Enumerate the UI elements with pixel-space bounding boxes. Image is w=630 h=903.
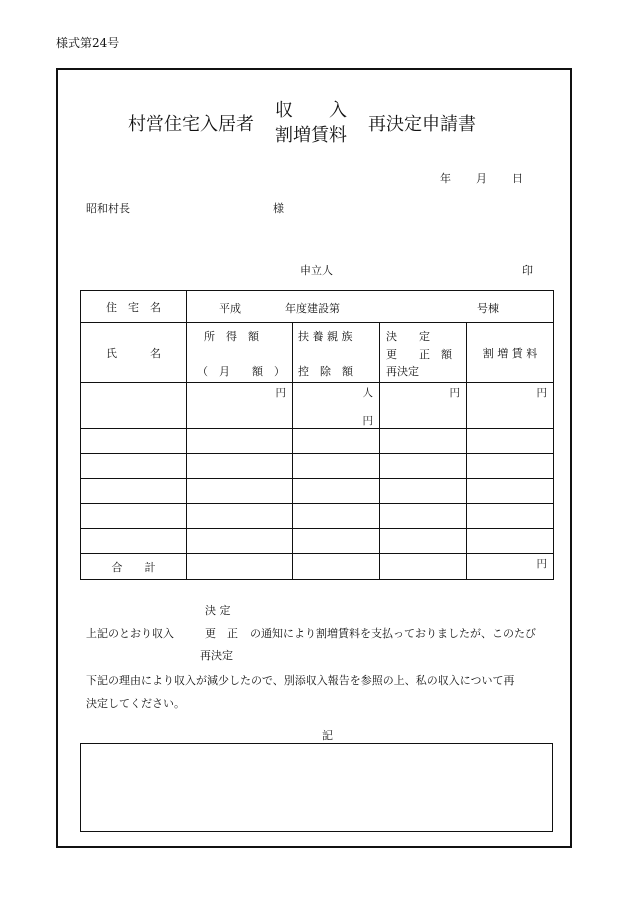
entry-income-cell[interactable] <box>187 383 293 429</box>
entry-surcharge-cell[interactable] <box>467 383 554 429</box>
title-stack-top: 収 入 <box>275 100 347 121</box>
decided-option: 決 定 <box>205 604 231 617</box>
dependents-label: 扶 養 親 族 <box>298 330 353 343</box>
housing-label: 住 宅 名 <box>106 300 161 314</box>
housing-building: 号棟 <box>477 302 499 315</box>
total-label: 合 計 <box>111 560 156 574</box>
unit-person: 人 <box>362 387 373 399</box>
table-row <box>81 504 554 529</box>
income-label: 所 得 額 <box>204 330 259 343</box>
correction-label: 更 正 額 <box>386 348 452 361</box>
date-month: 月 <box>476 172 487 185</box>
table-cell[interactable] <box>467 479 554 504</box>
unit-yen: 円 <box>275 387 286 399</box>
body-line1-prefix: 上記のとおり収入 <box>86 627 174 640</box>
addressee-honorific: 様 <box>273 202 284 215</box>
table-cell[interactable] <box>293 454 380 479</box>
income-monthly-label: （ 月 額 ） <box>197 365 285 378</box>
entry-dependents-cell[interactable] <box>293 383 380 429</box>
table-row <box>81 529 554 554</box>
body-line2: 下記の理由により収入が減少したので、別添収入報告を参照の上、私の収入について再 <box>86 674 515 687</box>
title-stack-bottom: 割増賃料 <box>275 125 347 146</box>
unit-yen: 円 <box>449 387 460 399</box>
table-cell[interactable] <box>81 504 187 529</box>
total-decision-cell[interactable] <box>380 554 467 580</box>
housing-year: 年度建設第 <box>285 302 340 315</box>
table-cell[interactable] <box>293 429 380 454</box>
date-day: 日 <box>512 172 523 185</box>
total-surcharge-cell[interactable] <box>467 554 554 580</box>
total-income-cell[interactable] <box>187 554 293 580</box>
redecided-option: 再決定 <box>200 649 233 662</box>
table-cell[interactable] <box>81 479 187 504</box>
housing-value-cell[interactable] <box>187 291 554 323</box>
unit-yen: 円 <box>536 558 547 570</box>
redecision-label: 再決定 <box>386 365 419 378</box>
table-row <box>81 429 554 454</box>
table-cell[interactable] <box>380 429 467 454</box>
surcharge-label: 割 増 賃 料 <box>482 346 538 360</box>
table-cell[interactable] <box>293 529 380 554</box>
body-line3: 決定してください。 <box>86 697 185 710</box>
table-cell[interactable] <box>380 529 467 554</box>
total-label-cell <box>81 554 187 580</box>
unit-yen: 円 <box>362 415 373 427</box>
table-cell[interactable] <box>81 529 187 554</box>
body-line1-suffix: の通知により割増賃料を支払っておりましたが、このたび <box>250 627 536 640</box>
table-row <box>81 454 554 479</box>
table-cell[interactable] <box>380 479 467 504</box>
housing-label-cell <box>81 291 187 323</box>
unit-yen: 円 <box>536 387 547 399</box>
table-cell[interactable] <box>81 454 187 479</box>
date-year: 年 <box>440 172 451 185</box>
table-cell[interactable] <box>187 429 293 454</box>
income-table <box>80 290 554 580</box>
decision-label: 決 定 <box>386 330 430 343</box>
corrected-option: 更 正 <box>205 627 238 640</box>
applicant-label: 申立人 <box>300 264 333 277</box>
table-cell[interactable] <box>467 529 554 554</box>
housing-era: 平成 <box>219 302 241 315</box>
title-left: 村営住宅入居者 <box>128 114 254 135</box>
title-right: 再決定申請書 <box>368 114 476 135</box>
ki-heading: 記 <box>322 729 333 742</box>
reason-box[interactable] <box>80 743 553 832</box>
table-row <box>81 479 554 504</box>
name-label-cell <box>81 323 187 383</box>
total-row <box>81 554 554 580</box>
form-number: 様式第24号 <box>56 36 120 50</box>
applicant-seal: 印 <box>522 264 533 277</box>
table-cell[interactable] <box>187 529 293 554</box>
name-label: 氏 名 <box>106 346 161 360</box>
table-cell[interactable] <box>293 479 380 504</box>
decision-header-cell <box>380 323 467 383</box>
dependents-header-cell <box>293 323 380 383</box>
table-cell[interactable] <box>293 504 380 529</box>
addressee-name: 昭和村長 <box>86 202 130 215</box>
table-cell[interactable] <box>467 504 554 529</box>
table-cell[interactable] <box>380 504 467 529</box>
table-cell[interactable] <box>187 504 293 529</box>
table-cell[interactable] <box>380 454 467 479</box>
total-dependents-cell[interactable] <box>293 554 380 580</box>
table-cell[interactable] <box>467 454 554 479</box>
entry-decision-cell[interactable] <box>380 383 467 429</box>
deduction-label: 控 除 額 <box>298 365 353 378</box>
surcharge-header-cell <box>467 323 554 383</box>
table-cell[interactable] <box>81 429 187 454</box>
table-cell[interactable] <box>467 429 554 454</box>
table-cell[interactable] <box>187 479 293 504</box>
table-cell[interactable] <box>187 454 293 479</box>
income-header-cell <box>187 323 293 383</box>
entry-name-cell[interactable] <box>81 383 187 429</box>
